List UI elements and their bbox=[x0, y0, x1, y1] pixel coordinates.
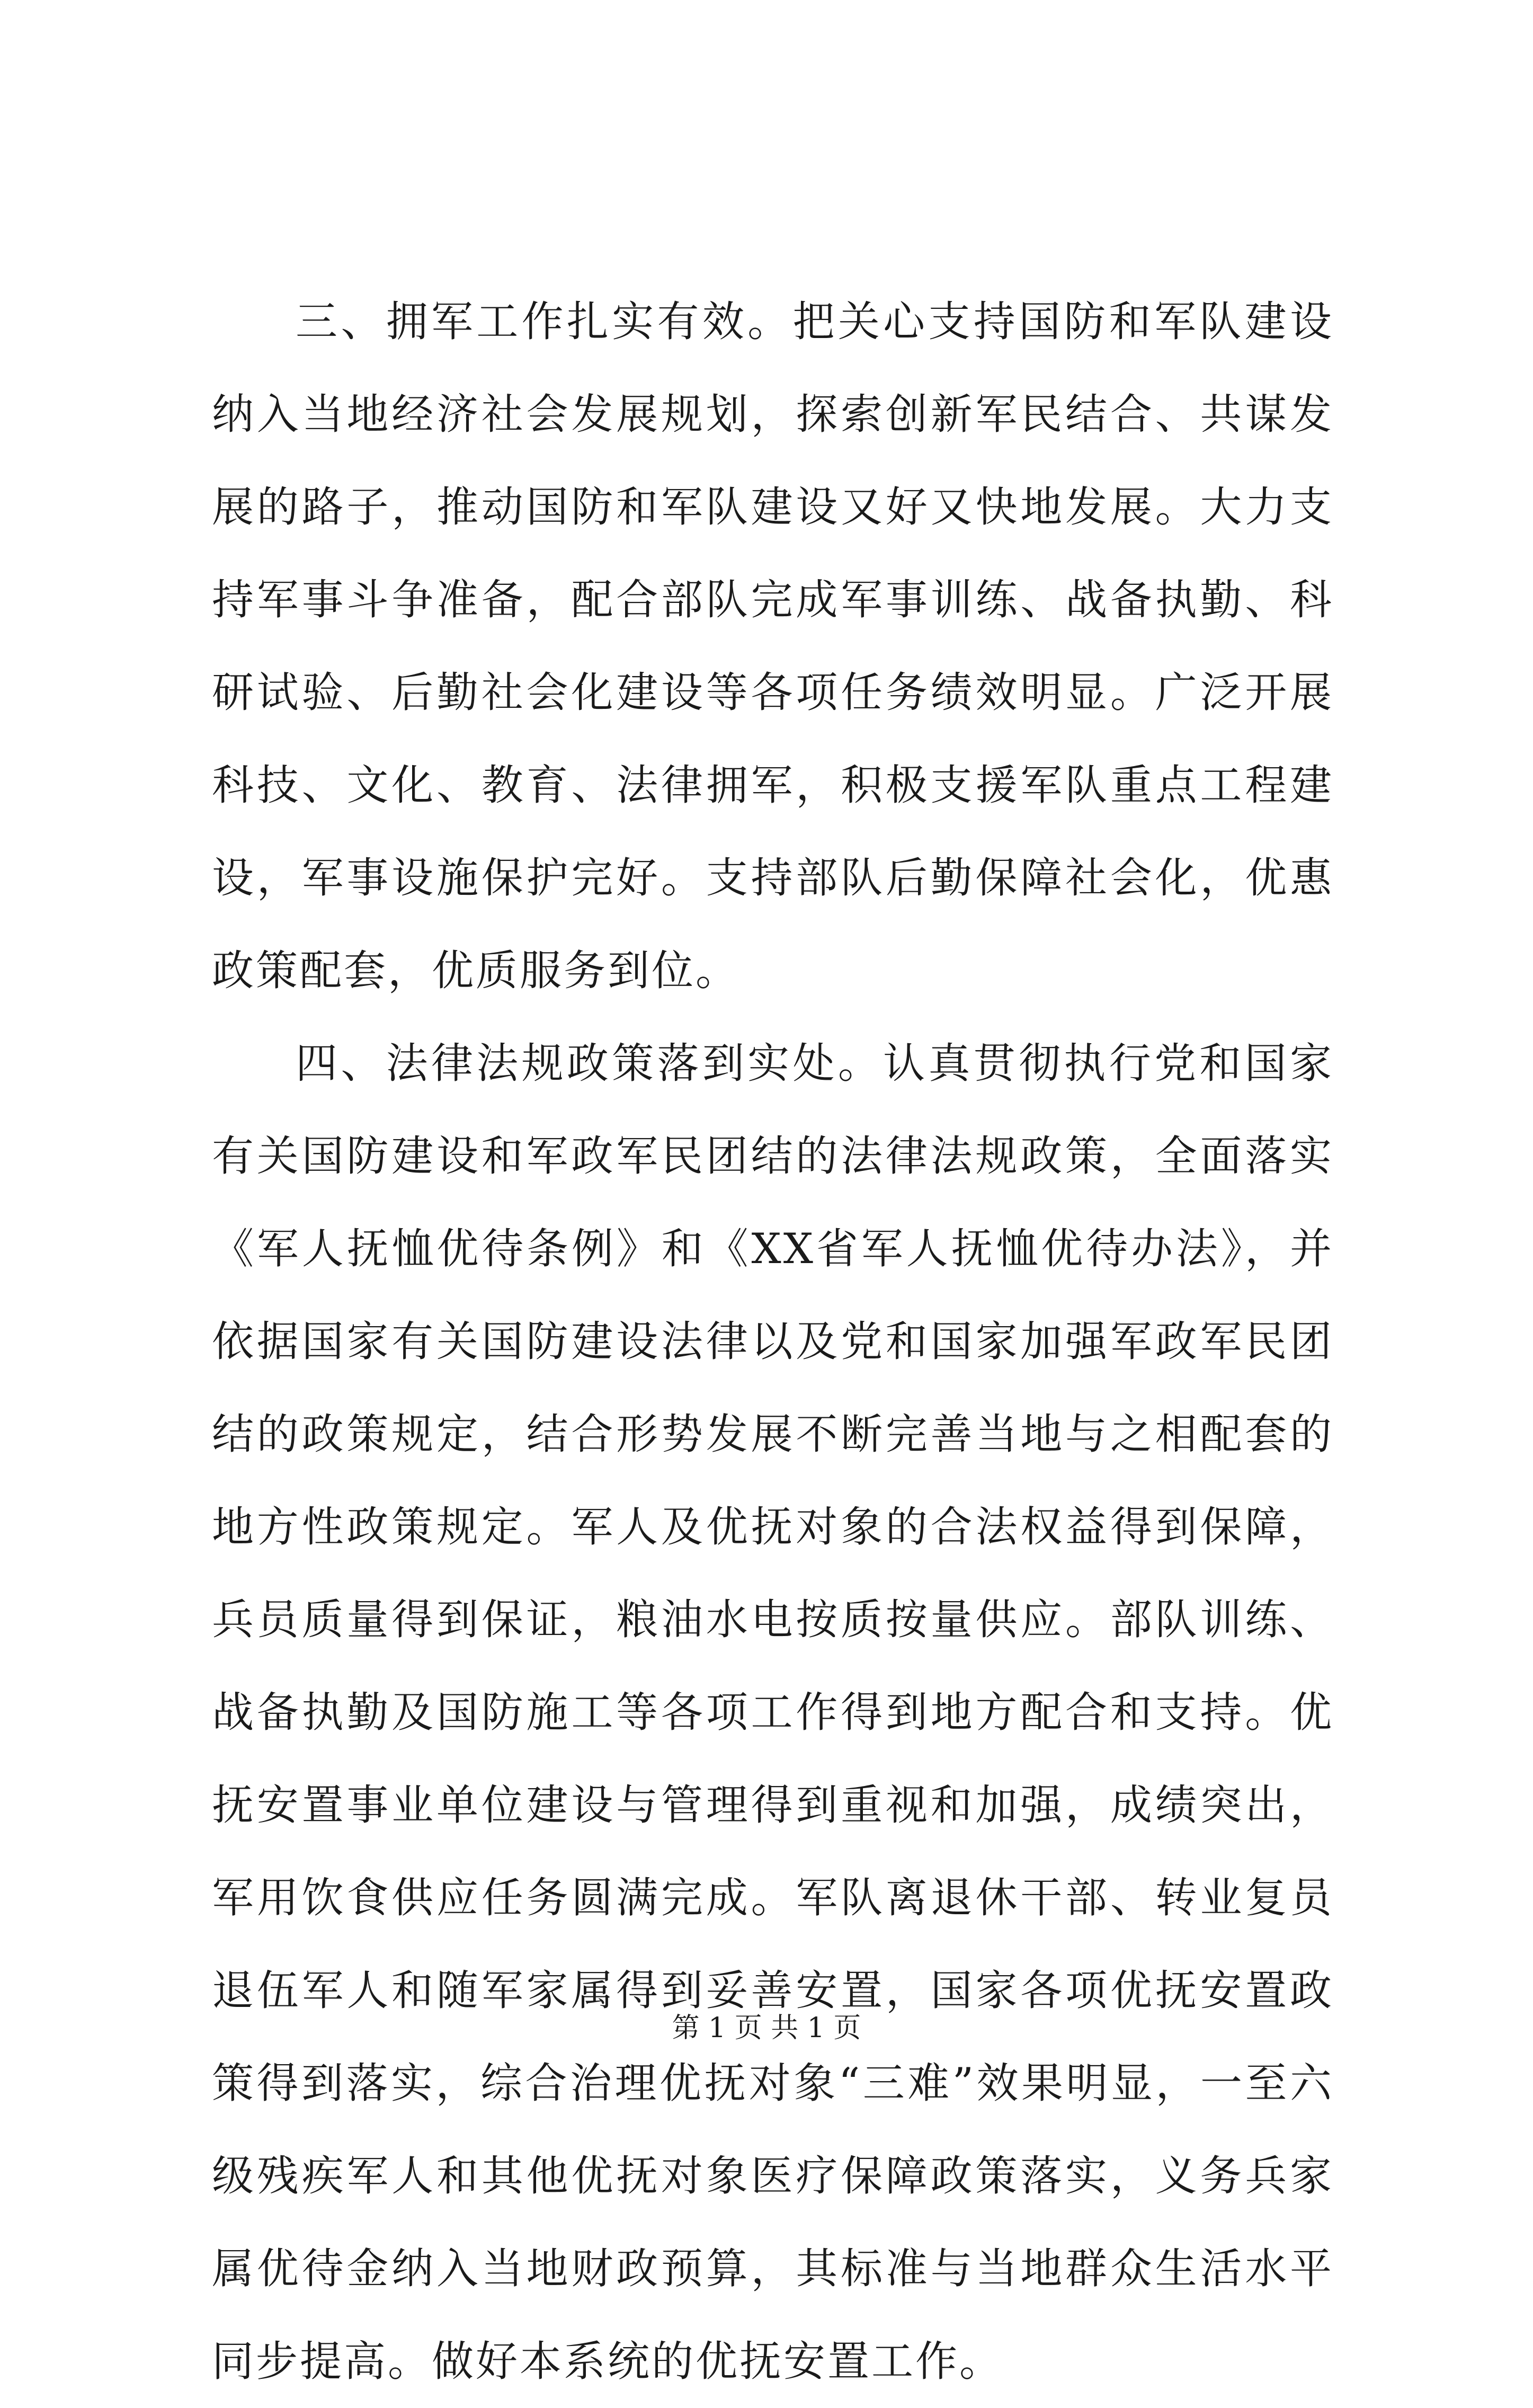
paragraph-laws-policies: 四、法律法规政策落到实处。认真贯彻执行党和国家有关国防建设和军政军民团结的法律法规政策，全面落实《军人抚恤优待条例》和《XX省军人抚恤优待办法》，并依据国家有关国防建设法律以及党和国家加强军政军民团结的政策规定，结合形势发展不断完善当地与之相配套的地方性政策规定。军人及优抚对象的合法权益得到保障，兵员质量得到保证，粮油水电按质按量供应。部队训练、战备执勤及国防施工等各项工作得到地方配合和支持。优抚安置事业单位建设与管理得到重视和加强，成绩突出，军用饮食供应任务圆满完成。军队离退休干部、转业复员退伍军人和随军家属得到妥善安置，国家各项优抚安置政策得到落实，综合治理优抚对象“三难”效果明显，一至六级残疾军人和其他优抚对象医疗保障政策落实，义务兵家属优待金纳入当地财政预算，其标准与当地群众生活水平同步提高。做好本系统的优抚安置工作。 bbox=[212, 1039, 1334, 2386]
document-body bbox=[212, 276, 1334, 2408]
page-footer: 第 1 页 共 1 页 bbox=[672, 2012, 861, 2044]
paragraph-army-support: 三、拥军工作扎实有效。把关心支持国防和军队建设纳入当地经济社会发展规划，探索创新军民结合、共谋发展的路子，推动国防和军队建设又好又快地发展。大力支持军事斗争准备，配合部队完成军事训练、战备执勤、科研试验、后勤社会化建设等各项任务绩效明显。广泛开展科技、文化、教育、法律拥军，积极支援军队重点工程建设，军事设施保护完好。支持部队后勤保障社会化，优惠政策配套，优质服务到位。 bbox=[212, 297, 1334, 995]
